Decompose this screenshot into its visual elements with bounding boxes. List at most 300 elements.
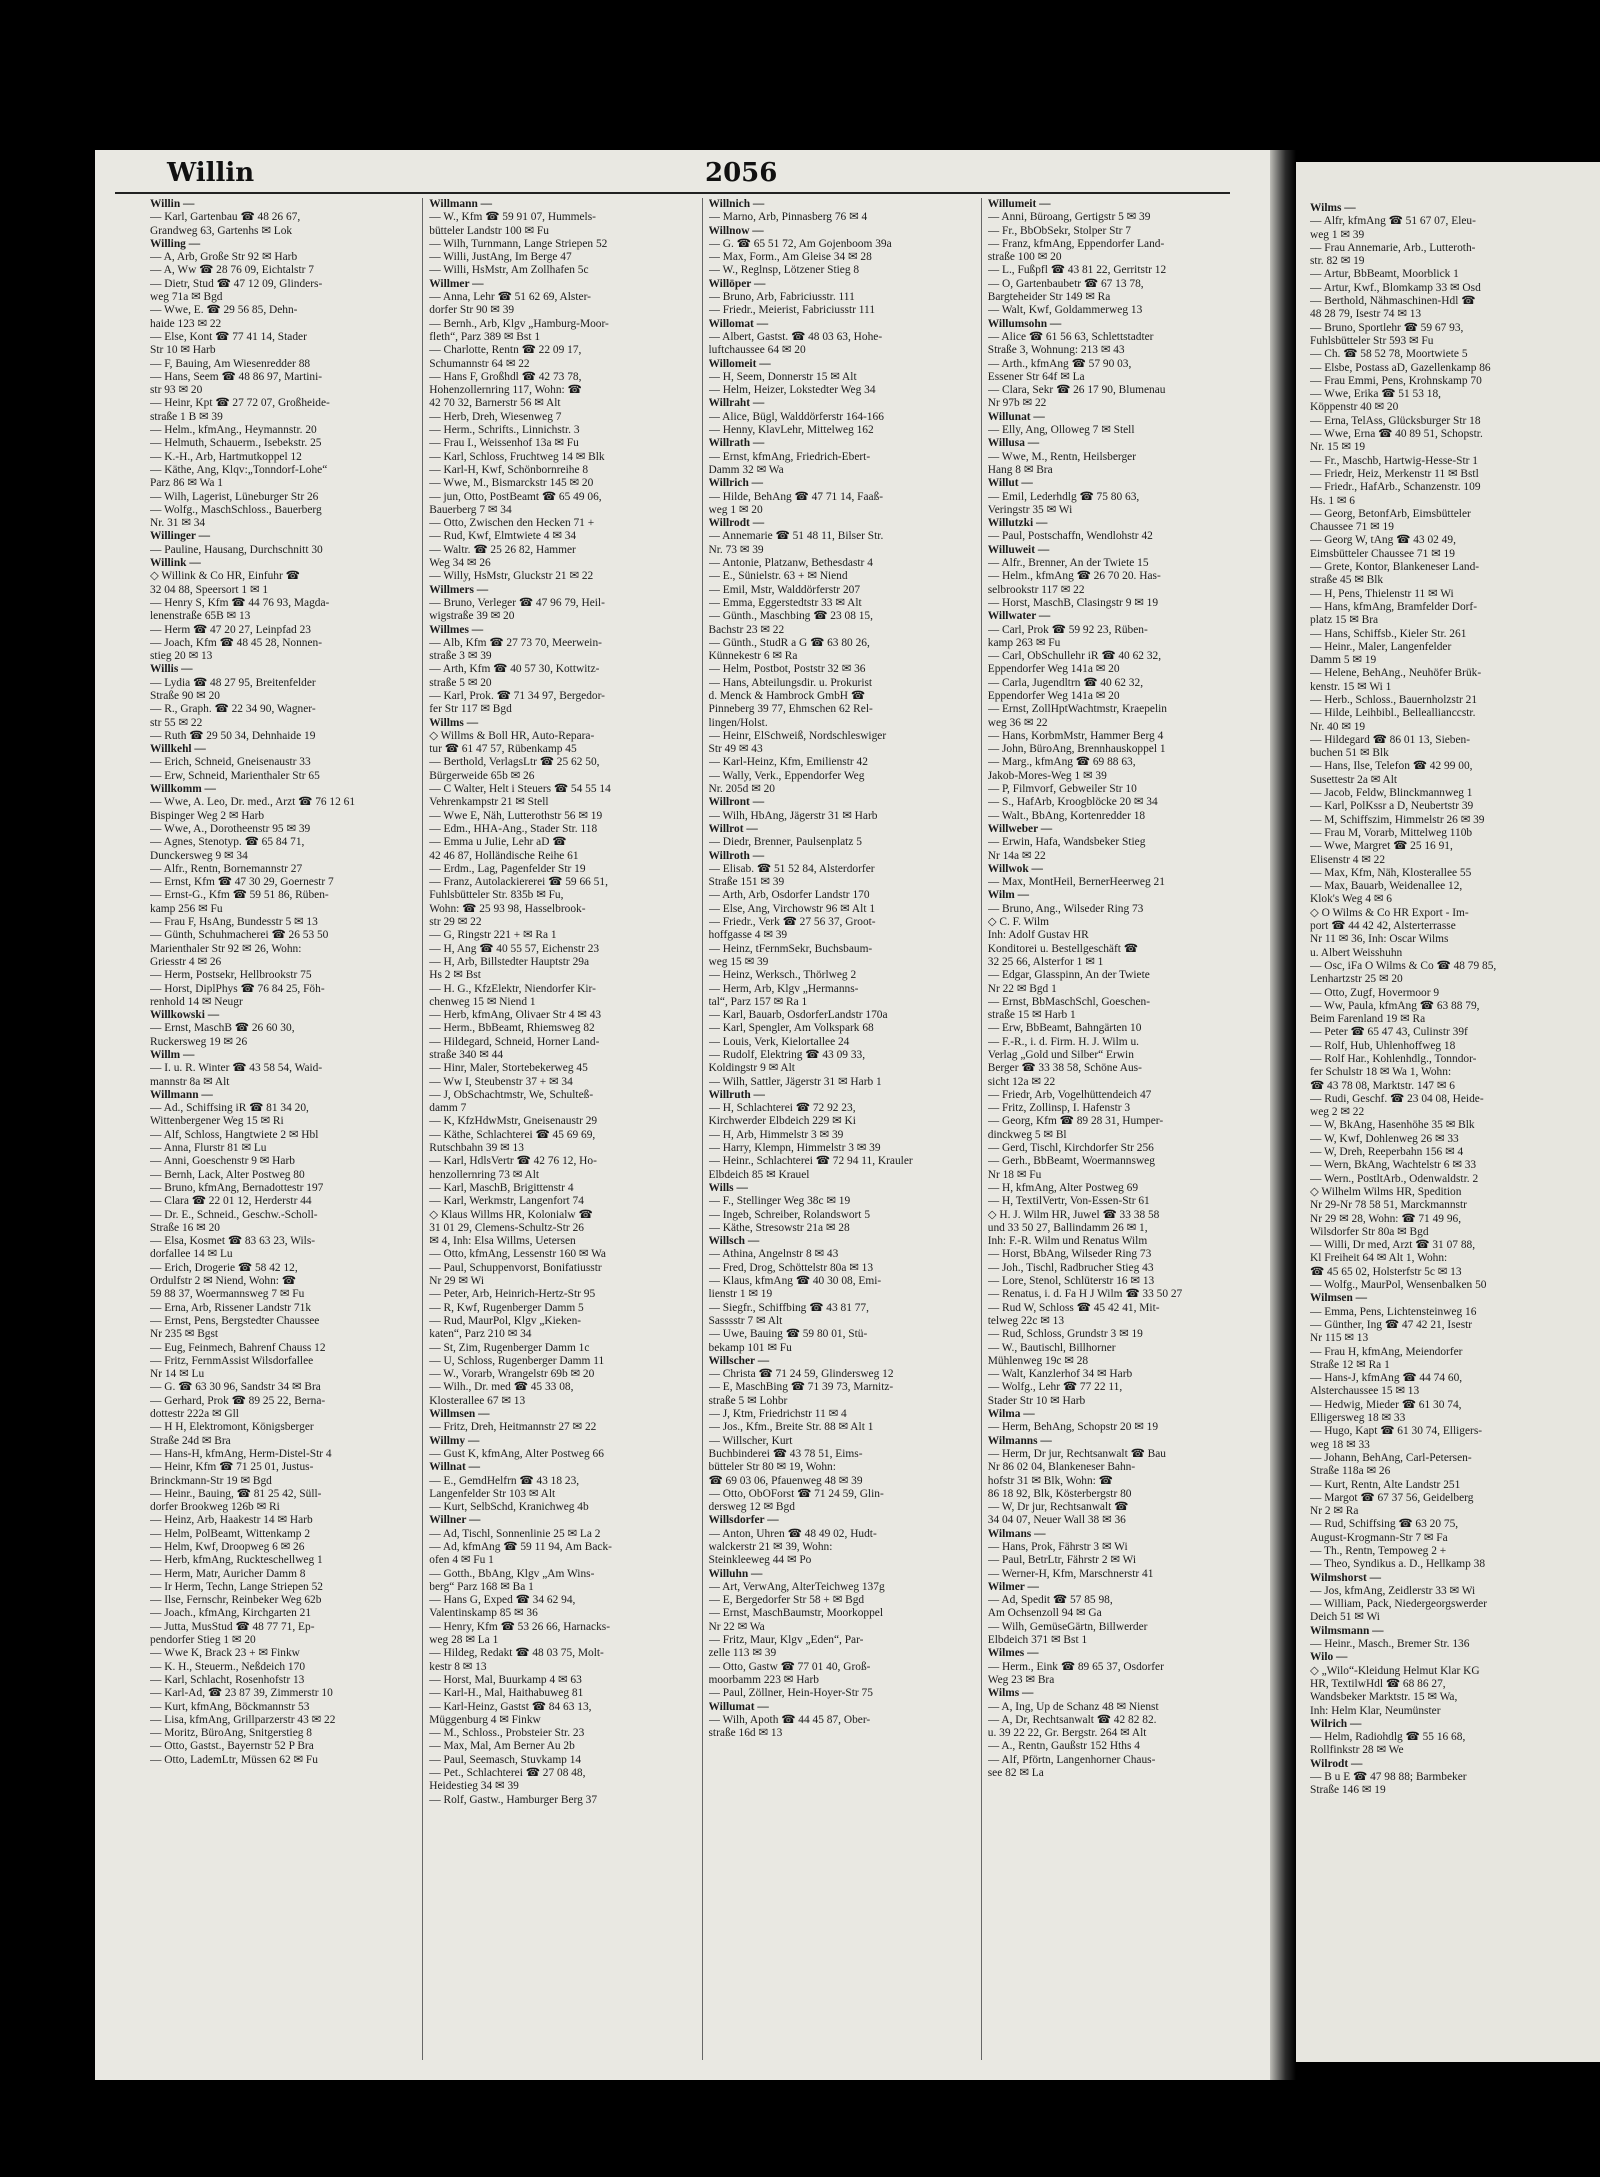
surname-heading: Willruth —: [708, 1088, 765, 1101]
directory-entry-line: — Rud, Schiffsing ☎ 63 20 75,: [1310, 1518, 1459, 1531]
directory-entry-line: — Fritz, Dreh, Heitmannstr 27 ✉ 22: [429, 1421, 597, 1434]
directory-entry-line: — Herm ☎ 47 20 27, Leinpfad 23: [150, 623, 311, 636]
directory-entry-line: — Günth, Schuhmacherei ☎ 26 53 50: [150, 929, 329, 942]
directory-entry-line: — Hans, kfmAng, Bramfelder Dorf-: [1310, 600, 1478, 613]
directory-entry-line: dorfer Brookweg 126b ✉ Ri: [150, 1501, 280, 1514]
directory-entry-line: Buchbinderei ☎ 43 78 51, Eims-: [708, 1447, 863, 1460]
directory-entry-line: bütteler Str 80 ✉ 19, Wohn:: [708, 1461, 836, 1474]
surname-heading: Willin —: [150, 198, 195, 210]
directory-entry-line: Hohenzollernring 117, Wohn: ☎: [429, 384, 582, 397]
directory-entry-line: — Emil, Lederhdlg ☎ 75 80 63,: [987, 490, 1140, 503]
surname-heading: Willmer —: [429, 277, 484, 290]
directory-entry-line: — Rud W, Schloss ☎ 45 42 41, Mit-: [987, 1301, 1160, 1314]
directory-entry-line: Vehrenkampstr 21 ✉ Stell: [429, 796, 549, 809]
directory-entry-line: — Rolf, Hub, Uhlenhoffweg 18: [1310, 1039, 1456, 1052]
facing-page-column: [1310, 202, 1592, 2042]
directory-entry-line: — Gerh., BbBeamt, Woermannsweg: [987, 1155, 1155, 1168]
directory-entry-line: — Joach, Kfm ☎ 48 45 28, Nonnen-: [150, 636, 323, 649]
directory-entry-line: — H, Arb, Billstedter Hauptstr 29a: [429, 955, 590, 968]
directory-entry-line: Kirchwerder Elbdeich 229 ✉ Ki: [708, 1115, 856, 1128]
directory-entry-line: — Berthold, VerlagsLtr ☎ 25 62 50,: [429, 756, 600, 769]
directory-entry-line: Elligersweg 18 ✉ 33: [1310, 1412, 1406, 1425]
directory-entry-line: — Ernst, ZollHptWachtmstr, Kraepelin: [987, 703, 1168, 716]
directory-entry-line: — Hildegard ☎ 86 01 13, Sieben-: [1310, 733, 1471, 746]
directory-entry-line: — Helm., kfmAng ☎ 26 70 20. Has-: [987, 570, 1161, 583]
directory-entry-line: — Ilse, Fernschr, Reinbeker Weg 62b: [150, 1594, 322, 1607]
directory-entry-line: 42 46 87, Holländische Reihe 61: [429, 849, 579, 862]
directory-entry-line: Brinckmann-Str 19 ✉ Bgd: [150, 1474, 272, 1487]
directory-entry-line: — Ingeb, Schreiber, Rolandswort 5: [708, 1208, 871, 1221]
directory-entry-line: u. Albert Weisshuhn: [1310, 946, 1403, 959]
directory-entry-line: — Lore, Stenol, Schlüterstr 16 ✉ 13: [987, 1275, 1155, 1288]
directory-entry-line: Fuhlsbütteler Str 593 ✉ Fu: [1310, 334, 1434, 347]
directory-entry-line: — H, Pens, Thielenstr 11 ✉ Wi: [1310, 587, 1454, 600]
directory-entry-line: — Helm, Heizer, Lokstedter Weg 34: [708, 384, 876, 397]
directory-entry-line: fer Str 117 ✉ Bgd: [429, 703, 512, 716]
directory-entry-line: Chaussee 71 ✉ 19: [1310, 521, 1394, 534]
directory-entry-line: — Arth., kfmAng ☎ 57 90 03,: [987, 357, 1132, 370]
directory-entry-line: — Frau Emmi, Pens, Krohnskamp 70: [1310, 374, 1482, 387]
directory-entry-line: — Pet., Schlachterei ☎ 27 08 48,: [429, 1767, 586, 1780]
directory-entry-line: Straße 12 ✉ Ra 1: [1310, 1358, 1390, 1371]
surname-heading: Willrich —: [708, 477, 764, 490]
directory-entry-line: Inh: Helm Klar, Neumünster: [1310, 1704, 1441, 1717]
directory-entry-line: — Peter, Arb, Heinrich-Hertz-Str 95: [429, 1288, 596, 1301]
directory-entry-line: — Wwe, Erika ☎ 51 53 18,: [1310, 388, 1442, 401]
directory-entry-line: — Otto, LademLtr, Müssen 62 ✉ Fu: [150, 1753, 318, 1766]
directory-entry-line: platz 15 ✉ Bra: [1310, 614, 1379, 627]
directory-entry-line: — Anna, Lehr ☎ 51 62 69, Alster-: [429, 291, 591, 304]
directory-entry-line: — Jacob, Feldw, Blinckmannweg 1: [1310, 787, 1473, 800]
directory-entry-line: — Erich, Drogerie ☎ 58 42 12,: [150, 1261, 298, 1274]
directory-entry-line: — Fred, Drog, Schöttelstr 80a ✉ 13: [708, 1261, 874, 1274]
directory-entry-line: — Ad., Schiffsing iR ☎ 81 34 20,: [150, 1102, 309, 1115]
directory-page: [95, 150, 1270, 2080]
directory-entry-line: — Herm., Schrifts., Linnichstr. 3: [429, 424, 580, 437]
surname-heading: Willnat —: [429, 1461, 480, 1474]
directory-entry-line: — Herm, Dr jur, Rechtsanwalt ☎ Bau: [987, 1447, 1166, 1460]
directory-entry-line: Pinneberg 39 77, Ehmschen 62 Rel-: [708, 703, 873, 716]
directory-entry-line: — Charlotte, Rentn ☎ 22 09 17,: [429, 344, 582, 357]
surname-heading: Willunat —: [987, 410, 1045, 423]
directory-entry-line: Nr 86 02 04, Blankeneser Bahn-: [987, 1461, 1136, 1474]
directory-entry-line: telweg 22c ✉ 13: [987, 1314, 1065, 1327]
directory-entry-line: — Anton, Uhren ☎ 48 49 02, Hudt-: [708, 1527, 877, 1540]
directory-entry-line: ◇ H. J. Wilm HR, Juwel ☎ 33 38 58: [987, 1208, 1160, 1221]
directory-entry-line: Eppendorfer Weg 141a ✉ 20: [987, 663, 1120, 676]
surname-heading: Willms —: [429, 716, 479, 729]
directory-entry-line: — Wilh, Sattler, Jägerstr 31 ✉ Harb 1: [708, 1075, 882, 1088]
directory-entry-line: — Hilde, BehAng ☎ 47 71 14, Faaß-: [708, 490, 884, 503]
directory-entry-line: — Bruno, kfmAng, Bernadottestr 197: [150, 1181, 324, 1194]
directory-entry-line: — Heinr., Maler, Langenfelder: [1310, 640, 1452, 653]
directory-entry-line: — Karl-H., Mal, Haithabuweg 81: [429, 1687, 584, 1700]
directory-entry-line: — Ww I, Steubenstr 37 + ✉ 34: [429, 1075, 573, 1088]
directory-entry-line: — Karl, MaschB, Brigittenstr 4: [429, 1181, 574, 1194]
directory-entry-line: — Arth, Kfm ☎ 40 57 30, Kottwitz-: [429, 663, 600, 676]
directory-entry-line: moorbamm 223 ✉ Harb: [708, 1673, 819, 1686]
directory-entry-line: weg 2 ✉ 22: [1310, 1106, 1365, 1119]
directory-entry-line: Ruckersweg 19 ✉ 26: [150, 1035, 248, 1048]
directory-entry-line: — Fritz, FernmAssist Wilsdorfallee: [150, 1354, 314, 1367]
directory-entry-line: — Edgar, Glasspinn, An der Twiete: [987, 969, 1150, 982]
directory-entry-line: Eppendorfer Weg 141a ✉ 20: [987, 689, 1120, 702]
directory-entry-line: — H, TextilVertr, Von-Essen-Str 61: [987, 1195, 1150, 1208]
directory-entry-line: — Art, VerwAng, AlterTeichweg 137g: [708, 1580, 885, 1593]
surname-heading: Willweber —: [987, 822, 1053, 835]
directory-entry-line: Lenhartzstr 25 ✉ 20: [1310, 973, 1403, 986]
directory-entry-line: — Rud, Kwf, Elmtwiete 4 ✉ 34: [429, 530, 577, 543]
directory-entry-line: — Wilh, Lagerist, Lüneburger Str 26: [150, 490, 319, 503]
directory-entry-line: — H, Ang ☎ 40 55 57, Eichenstr 23: [429, 942, 600, 955]
directory-entry-line: — Fr., BbObSekr, Stolper Str 7: [987, 224, 1131, 237]
directory-entry-line: — Wwe, E. ☎ 29 56 85, Dehn-: [150, 304, 298, 317]
directory-entry-line: — Heinr, Kpt ☎ 27 72 07, Großheide-: [150, 397, 330, 410]
directory-entry-line: Nr. 73 ✉ 39: [708, 543, 764, 556]
directory-entry-line: — B u E ☎ 47 98 88; Barmbeker: [1310, 1771, 1467, 1784]
surname-heading: Wilma —: [987, 1408, 1035, 1421]
directory-entry-line: — Heinz, Werksch., Thörlweg 2: [708, 969, 857, 982]
directory-entry-line: — Kurt, SelbSchd, Kranichweg 4b: [429, 1501, 589, 1514]
directory-entry-line: Klok's Weg 4 ✉ 6: [1310, 893, 1392, 906]
directory-entry-line: — Günth., StudR a G ☎ 63 80 26,: [708, 636, 870, 649]
surname-heading: Willomeit —: [708, 357, 771, 370]
directory-entry-line: — Karl, Schlacht, Rosenhofstr 13: [150, 1673, 305, 1686]
directory-entry-line: — Wolfg., Lehr ☎ 77 22 11,: [987, 1381, 1123, 1394]
directory-entry-line: Nr 22 ✉ Bgd 1: [987, 982, 1057, 995]
directory-entry-line: damm 7: [429, 1102, 467, 1115]
directory-entry-line: — Louis, Verk, Kielortallee 24: [708, 1035, 850, 1048]
header-word: Willin: [167, 158, 255, 188]
directory-entry-line: — Emma u Julie, Lehr aD ☎: [429, 836, 567, 849]
directory-entry-line: — Heinr, ElSchweiß, Nordschleswiger: [708, 729, 887, 742]
directory-entry-line: Elisenstr 4 ✉ 22: [1310, 853, 1386, 866]
directory-entry-line: — Otto, kfmAng, Lessenstr 160 ✉ Wa: [429, 1248, 606, 1261]
directory-entry-line: kenstr. 15 ✉ Wi 1: [1310, 680, 1392, 693]
directory-entry-line: — W, Dr jur, Rechtsanwalt ☎: [987, 1501, 1129, 1514]
directory-entry-line: renhold 14 ✉ Neugr: [150, 995, 243, 1008]
directory-entry-line: August-Krogmann-Str 7 ✉ Fa: [1310, 1531, 1448, 1544]
directory-entry-line: — Bruno, Ang., Wilseder Ring 73: [987, 902, 1144, 915]
surname-heading: Willwater —: [987, 610, 1051, 623]
directory-entry-line: — Günth., Maschbing ☎ 23 08 15,: [708, 610, 873, 623]
surname-heading: Willrodt —: [708, 517, 765, 530]
directory-entry-line: — R., Graph. ☎ 22 34 90, Wagner-: [150, 703, 316, 716]
directory-entry-line: Veringstr 35 ✉ Wi: [987, 503, 1073, 516]
column-4: [981, 198, 1250, 2060]
directory-entry-line: — Anna, Flurstr 81 ✉ Lu: [150, 1142, 267, 1155]
directory-entry-line: — Friedr., HafArb., Schanzenstr. 109: [1310, 481, 1481, 494]
directory-entry-line: lenenstraße 65B ✉ 13: [150, 610, 251, 623]
directory-entry-line: Ordulfstr 2 ✉ Niend, Wohn: ☎: [150, 1275, 296, 1288]
directory-entry-line: — Joach., kfmAng, Kirchgarten 21: [150, 1607, 312, 1620]
directory-entry-line: Nr 29 ✉ Wi: [429, 1275, 485, 1288]
directory-entry-line: — H, Arb, Himmelstr 3 ✉ 39: [708, 1128, 844, 1141]
directory-entry-line: — I. u. R. Winter ☎ 43 58 54, Waid-: [150, 1062, 323, 1075]
directory-entry-line: — Elsa, Kosmet ☎ 83 63 23, Wils-: [150, 1235, 316, 1248]
directory-entry-line: — Franz, Autolackiererei ☎ 59 66 51,: [429, 876, 608, 889]
directory-entry-line: fer Schulstr 18 ✉ Wa 1, Wohn:: [1310, 1066, 1452, 1079]
directory-entry-line: Wandsbeker Marktstr. 15 ✉ Wa,: [1310, 1691, 1458, 1704]
directory-entry-line: Straße 16 ✉ 20: [150, 1221, 220, 1234]
directory-entry-line: Klosterallee 67 ✉ 13: [429, 1394, 526, 1407]
directory-entry-line: — Walt, Kanzlerhof 34 ✉ Harb: [987, 1368, 1133, 1381]
directory-entry-line: — Ir Herm, Techn, Lange Striepen 52: [150, 1580, 323, 1593]
directory-entry-line: — Rud, Schloss, Grundstr 3 ✉ 19: [987, 1328, 1143, 1341]
directory-entry-line: Mühlenweg 19c ✉ 28: [987, 1354, 1089, 1367]
directory-entry-line: — Carla, Jugendltrn ☎ 40 62 32,: [987, 676, 1144, 689]
directory-entry-line: — M, Schiffszim, Himmelstr 26 ✉ 39: [1310, 813, 1485, 826]
directory-entry-line: Konditorei u. Bestellgeschäft ☎: [987, 942, 1138, 955]
directory-entry-line: Nr 22 ✉ Wa: [708, 1620, 765, 1633]
directory-entry-line: — Willi, JustAng, Im Berge 47: [429, 251, 572, 264]
directory-entry-line: stieg 20 ✉ 13: [150, 650, 213, 663]
directory-entry-line: Elbdeich 371 ✉ Bst 1: [987, 1634, 1088, 1647]
directory-entry-line: Griesstr 4 ✉ 26: [150, 955, 222, 968]
surname-heading: Willuweit —: [987, 543, 1050, 556]
surname-heading: Wilmes —: [987, 1647, 1039, 1660]
directory-entry-line: ☎ 43 78 08, Marktstr. 147 ✉ 6: [1310, 1079, 1455, 1092]
directory-entry-line: Hs 2 ✉ Bst: [429, 969, 481, 982]
directory-entry-line: — Otto, Zugf, Hovermoor 9: [1310, 986, 1440, 999]
directory-entry-line: — Horst, DiplPhys ☎ 76 84 25, Föh-: [150, 982, 325, 995]
directory-entry-line: port ☎ 44 42 42, Alsterterrasse: [1310, 920, 1456, 933]
directory-entry-line: — Günther, Ing ☎ 47 42 21, Isestr: [1310, 1318, 1473, 1331]
directory-entry-line: Damm 32 ✉ Wa: [708, 463, 784, 476]
directory-entry-line: — Frau H, kfmAng, Meiendorfer: [1310, 1345, 1463, 1358]
directory-entry-line: — Henry, Kfm ☎ 53 26 66, Harnacks-: [429, 1620, 611, 1633]
directory-entry-line: Jakob-Mores-Weg 1 ✉ 39: [987, 769, 1107, 782]
directory-entry-line: — Margot ☎ 67 37 56, Geidelberg: [1310, 1491, 1474, 1504]
directory-entry-line: hoffgasse 4 ✉ 39: [708, 929, 788, 942]
directory-entry-line: — Friedr, Arb, Vogelhüttendeich 47: [987, 1088, 1152, 1101]
directory-entry-line: — Bruno, Verleger ☎ 47 96 79, Heil-: [429, 596, 605, 609]
directory-entry-line: — Lisa, kfmAng, Grillparzerstr 43 ✉ 22: [150, 1713, 336, 1726]
directory-entry-line: Deich 51 ✉ Wi: [1310, 1611, 1380, 1624]
directory-entry-line: Berger ☎ 33 38 58, Schöne Aus-: [987, 1062, 1142, 1075]
directory-entry-line: 31 01 29, Clemens-Schultz-Str 26: [429, 1221, 584, 1234]
directory-entry-line: — Karl-H, Kwf, Schönbornreihe 8: [429, 463, 589, 476]
directory-entry-line: — Friedr., Verk ☎ 27 56 37, Groot-: [708, 916, 876, 929]
directory-entry-line: — W., Bautischl, Billhorner: [987, 1341, 1116, 1354]
directory-entry-line: straße 5 ✉ 20: [429, 676, 492, 689]
directory-entry-line: — Alb, Kfm ☎ 27 73 70, Meerwein-: [429, 636, 602, 649]
directory-entry-line: — Wally, Verk., Eppendorfer Weg: [708, 769, 865, 782]
directory-entry-line: — Helene, BehAng., Neuhöfer Brük-: [1310, 667, 1482, 680]
directory-entry-line: weg 1 ✉ 20: [708, 503, 763, 516]
directory-entry-line: — Anni, Büroang, Gertigstr 5 ✉ 39: [987, 211, 1151, 224]
directory-entry-line: Damm 5 ✉ 19: [1310, 654, 1377, 667]
directory-entry-line: 42 70 32, Barnerstr 56 ✉ Alt: [429, 397, 561, 410]
directory-entry-line: — Erna, TelAss, Glücksburger Str 18: [1310, 414, 1481, 427]
book-spine: [1270, 150, 1296, 2080]
directory-entry-line: Nr 29-Nr 78 58 51, Marckmannstr: [1310, 1199, 1467, 1212]
directory-entry-line: — Willi, Dr med, Arzt ☎ 31 07 88,: [1310, 1239, 1476, 1252]
directory-entry-line: — Carl, Prok ☎ 59 92 23, Rüben-: [987, 623, 1148, 636]
directory-entry-line: Elbdeich 85 ✉ Krauel: [708, 1168, 810, 1181]
directory-entry-line: — Wwe, A., Dorotheenstr 95 ✉ 39: [150, 822, 311, 835]
directory-entry-line: weg 36 ✉ 22: [987, 716, 1048, 729]
surname-heading: Willmers —: [429, 583, 489, 596]
directory-entry-line: — Helm, Postbot, Poststr 32 ✉ 36: [708, 663, 866, 676]
directory-entry-line: sicht 12a ✉ 22: [987, 1075, 1056, 1088]
directory-entry-line: — Agnes, Stenotyp. ☎ 65 84 71,: [150, 836, 305, 849]
directory-entry-line: — E., Sünielstr. 63 + ✉ Niend: [708, 570, 848, 583]
directory-entry-line: — E., GemdHelfrn ☎ 43 18 23,: [429, 1474, 580, 1487]
directory-entry-line: ☎ 45 65 02, Holsterfstr 5c ✉ 13: [1310, 1265, 1462, 1278]
directory-entry-line: — Heinr., Schlachterei ☎ 72 94 11, Krauler: [708, 1155, 913, 1168]
directory-entry-line: Str 49 ✉ 43: [708, 743, 763, 756]
directory-entry-line: ◇ C. F. Wilm: [987, 916, 1050, 929]
column-1: [150, 198, 412, 2060]
directory-entry-line: — Herm, BehAng, Schopstr 20 ✉ 19: [987, 1421, 1159, 1434]
directory-entry-line: — Else, Ang, Virchowstr 96 ✉ Alt 1: [708, 902, 876, 915]
directory-entry-line: — Emil, Mstr, Walddörferstr 207: [708, 583, 861, 596]
surname-heading: Willinger —: [150, 530, 211, 543]
directory-entry-line: str. 82 ✉ 19: [1310, 255, 1365, 268]
directory-entry-line: — Elisab. ☎ 51 52 84, Alsterdorfer: [708, 862, 875, 875]
directory-entry-line: — A, Dr, Rechtsanwalt ☎ 42 82 82.: [987, 1713, 1157, 1726]
directory-entry-line: — Fritz, Maur, Klgv „Eden“, Par-: [708, 1634, 864, 1647]
directory-entry-line: — Georg W, tAng ☎ 43 02 49,: [1310, 534, 1456, 547]
surname-heading: Willumeit —: [987, 198, 1051, 210]
surname-heading: Willmsen —: [429, 1408, 490, 1421]
directory-entry-line: — Max, MontHeil, BernerHeerweg 21: [987, 876, 1165, 889]
directory-entry-line: — Bruno, Arb, Fabriciusstr. 111: [708, 291, 855, 304]
directory-entry-line: — Herb, kfmAng, Ruckteschellweg 1: [150, 1554, 323, 1567]
directory-entry-line: Köppenstr 40 ✉ 20: [1310, 401, 1399, 414]
directory-entry-line: — Gerd, Tischl, Kirchdorfer Str 256: [987, 1142, 1154, 1155]
surname-heading: Wilmans —: [987, 1527, 1046, 1540]
surname-heading: Wilo —: [1310, 1651, 1348, 1664]
directory-entry-line: — Willy, HsMstr, Gluckstr 21 ✉ 22: [429, 570, 594, 583]
directory-entry-line: weg 28 ✉ La 1: [429, 1634, 499, 1647]
directory-entry-line: — Max, Form., Am Gleise 34 ✉ 28: [708, 251, 872, 264]
directory-entry-line: — Ernst, kfmAng, Friedrich-Ebert-: [708, 450, 871, 463]
directory-entry-line: — U, Schloss, Rugenberger Damm 11: [429, 1354, 605, 1367]
directory-entry-line: luftchaussee 64 ✉ 20: [708, 344, 806, 357]
directory-entry-line: straße 16d ✉ 13: [708, 1727, 783, 1740]
directory-entry-line: — Heinr., Bauing, ☎ 81 25 42, Süll-: [150, 1487, 322, 1500]
directory-entry-line: — John, BüroAng, Brennhauskoppel 1: [987, 743, 1166, 756]
directory-entry-line: — Helm., kfmAng., Heymannstr. 20: [150, 424, 317, 437]
directory-entry-line: — Hugo, Kapt ☎ 61 30 74, Elligers-: [1310, 1425, 1483, 1438]
directory-entry-line: — J, Ktm, Friedrichstr 11 ✉ 4: [708, 1408, 847, 1421]
directory-entry-line: — Hans, KorbmMstr, Hammer Berg 4: [987, 729, 1164, 742]
directory-entry-line: — Renatus, i. d. Fa H J Wilm ☎ 33 50 27: [987, 1288, 1183, 1301]
directory-entry-line: ◇ Willink & Co HR, Einfuhr ☎: [150, 570, 300, 583]
directory-entry-line: — Erdm., Lag, Pagenfelder Str 19: [429, 862, 586, 875]
directory-entry-line: — Artur, BbBeamt, Moorblick 1: [1310, 268, 1459, 281]
directory-entry-line: 32 25 66, Alsterfor 1 ✉ 1: [987, 955, 1104, 968]
directory-entry-line: — Wilh, HbAng, Jägerstr 31 ✉ Harb: [708, 809, 878, 822]
directory-entry-line: wigstraße 39 ✉ 20: [429, 610, 515, 623]
directory-entry-line: Wittenbergener Weg 15 ✉ Ri: [150, 1115, 284, 1128]
directory-entry-line: Hang 8 ✉ Bra: [987, 463, 1053, 476]
directory-entry-line: — Emma, Pens, Lichtensteinweg 16: [1310, 1305, 1477, 1318]
directory-entry-line: ✉ 4, Inh: Elsa Willms, Uetersen: [429, 1235, 576, 1248]
directory-entry-line: — Horst, MaschB, Clasingstr 9 ✉ 19: [987, 596, 1159, 609]
directory-entry-line: Bürgerweide 65b ✉ 26: [429, 769, 535, 782]
directory-entry-line: henzollernring 73 ✉ Alt: [429, 1168, 540, 1181]
directory-entry-line: dersweg 12 ✉ Bgd: [708, 1501, 795, 1514]
directory-entry-line: — W., Kfm ☎ 59 91 07, Hummels-: [429, 211, 596, 224]
directory-entry-line: — Alfr., Brenner, An der Twiete 15: [987, 557, 1149, 570]
surname-heading: Willkehl —: [150, 743, 206, 756]
directory-entry-line: — Wilh, GemüseGärtn, Billwerder: [987, 1620, 1148, 1633]
directory-entry-line: — K, KfzHdwMstr, Gneisenaustr 29: [429, 1115, 598, 1128]
directory-entry-line: — Wwe, Margret ☎ 25 16 91,: [1310, 840, 1453, 853]
directory-entry-line: — Max, Kfm, Näh, Klosterallee 55: [1310, 866, 1472, 879]
surname-heading: Willusa —: [987, 437, 1040, 450]
directory-entry-line: ◇ „Wilo“-Kleidung Helmut Klar KG: [1310, 1664, 1480, 1677]
directory-entry-line: tur ☎ 61 47 57, Rübenkamp 45: [429, 743, 577, 756]
directory-entry-line: weg 71a ✉ Bgd: [150, 291, 223, 304]
directory-entry-line: — Georg, Kfm ☎ 89 28 31, Humper-: [987, 1115, 1164, 1128]
directory-entry-line: — Annemarie ☎ 51 48 11, Bilser Str.: [708, 530, 884, 543]
directory-entry-line: — Albert, Gastst. ☎ 48 03 63, Hohe-: [708, 330, 883, 343]
directory-entry-line: — E, MaschBing ☎ 71 39 73, Marnitz-: [708, 1381, 894, 1394]
directory-entry-line: ◇ Wilhelm Wilms HR, Spedition: [1310, 1185, 1462, 1198]
surname-heading: Willutzki —: [987, 517, 1048, 530]
directory-entry-line: — Emma, Eggerstedtstr 33 ✉ Alt: [708, 596, 862, 609]
directory-entry-line: — jun, Otto, PostBeamt ☎ 65 49 06,: [429, 490, 602, 503]
directory-entry-line: Beim Farenland 19 ✉ Ra: [1310, 1013, 1426, 1026]
surname-heading: Willmy —: [429, 1434, 480, 1447]
directory-entry-line: Essener Str 64f ✉ La: [987, 370, 1085, 383]
directory-entry-line: ☎ 69 03 06, Pfauenweg 48 ✉ 39: [708, 1474, 863, 1487]
facing-page: [1296, 162, 1600, 2062]
directory-entry-line: — Bernh, Lack, Alter Postweg 80: [150, 1168, 305, 1181]
directory-entry-line: — Helm, PolBeamt, Wittenkamp 2: [150, 1527, 311, 1540]
directory-entry-line: — O, Gartenbaubetr ☎ 67 13 78,: [987, 277, 1144, 290]
directory-entry-line: — Alf, Pförtn, Langenhorner Chaus-: [987, 1753, 1156, 1766]
directory-entry-line: — J, ObSchachtmstr, We, Schulteß-: [429, 1088, 594, 1101]
directory-entry-line: — Erna, Arb, Rissener Landstr 71k: [150, 1301, 312, 1314]
directory-entry-line: — Christa ☎ 71 24 59, Glindersweg 12: [708, 1368, 894, 1381]
directory-entry-line: — Wwe K, Brack 23 + ✉ Finkw: [150, 1647, 300, 1660]
directory-entry-line: lingen/Holst.: [708, 716, 768, 729]
directory-entry-line: — Ernst, MaschBaumstr, Moorkoppel: [708, 1607, 883, 1620]
directory-entry-line: — G, Ringstr 221 + ✉ Ra 1: [429, 929, 557, 942]
directory-entry-line: — Frau I., Weissenhof 13a ✉ Fu: [429, 437, 579, 450]
directory-entry-line: — Hinr, Maler, Stortebekerweg 45: [429, 1062, 588, 1075]
directory-entry-line: — Käthe, Stresowstr 21a ✉ 28: [708, 1221, 850, 1234]
directory-entry-line: — Max, Bauarb, Weidenallee 12,: [1310, 880, 1463, 893]
surname-heading: Willut —: [987, 477, 1033, 490]
surname-heading: Wilrich —: [1310, 1717, 1362, 1730]
directory-entry-line: Nr. 205d ✉ 20: [708, 783, 775, 796]
directory-entry-line: Kl Freiheit 64 ✉ Alt 1, Wohn:: [1310, 1252, 1448, 1265]
directory-entry-line: selbrookstr 117 ✉ 22: [987, 583, 1085, 596]
directory-entry-line: kamp 263 ✉ Fu: [987, 636, 1061, 649]
directory-entry-line: walckerstr 21 ✉ 39, Wohn:: [708, 1540, 833, 1553]
directory-entry-line: — Hans, Seem ☎ 48 86 97, Martini-: [150, 370, 323, 383]
surname-heading: Willis —: [150, 663, 193, 676]
directory-entry-line: — Jos, kfmAng, Zeidlerstr 33 ✉ Wi: [1310, 1584, 1476, 1597]
directory-entry-line: Langenfelder Str 103 ✉ Alt: [429, 1487, 556, 1500]
directory-entry-line: — Ad, Spedit ☎ 57 85 98,: [987, 1594, 1113, 1607]
directory-entry-line: — Karl, Werkmstr, Langenfort 74: [429, 1195, 584, 1208]
directory-entry-line: — Wolfg., MaschSchloss., Bauerberg: [150, 503, 322, 516]
directory-entry-line: ofen 4 ✉ Fu 1: [429, 1554, 494, 1567]
directory-entry-line: — Max, Mal, Am Berner Au 2b: [429, 1740, 575, 1753]
directory-entry-line: — Moritz, BüroAng, Snitgerstieg 8: [150, 1727, 312, 1740]
directory-entry-line: dinckweg 5 ✉ Bl: [987, 1128, 1067, 1141]
directory-entry-line: — Herm, Postsekr, Hellbrookstr 75: [150, 969, 312, 982]
directory-entry-line: — Helmuth, Schauerm., Isebekstr. 25: [150, 437, 322, 450]
directory-entry-line: — Friedr., Meierist, Fabriciusstr 111: [708, 304, 876, 317]
